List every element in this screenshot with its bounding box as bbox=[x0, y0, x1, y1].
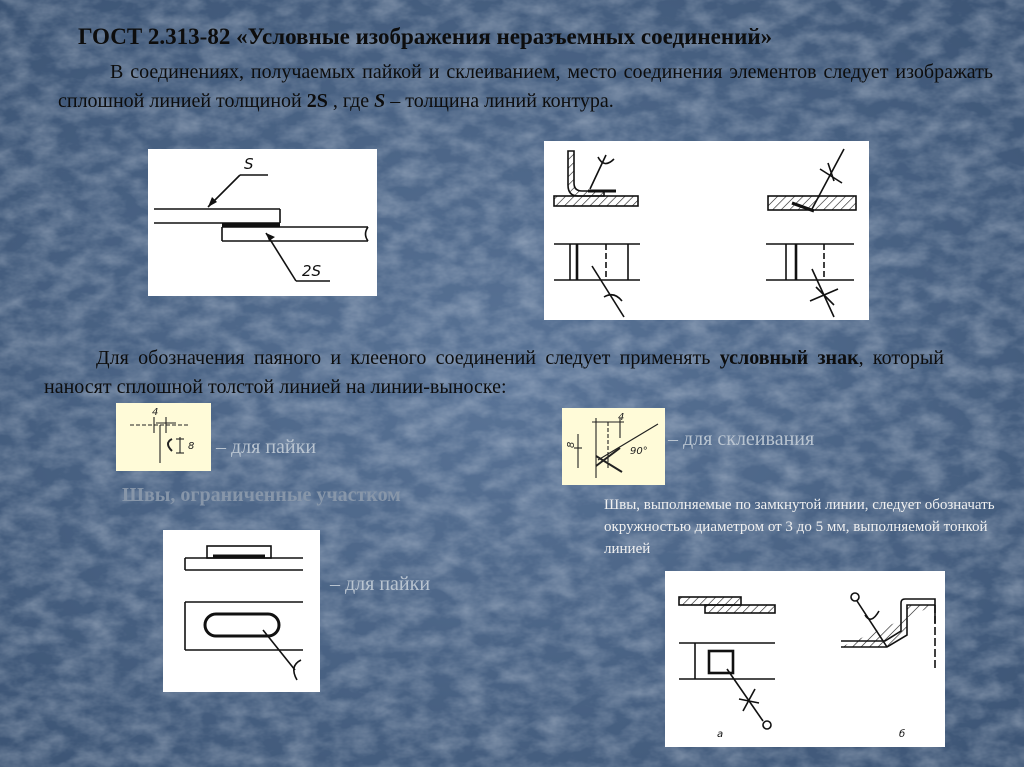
label-a: а bbox=[717, 729, 724, 740]
slide-title: ГОСТ 2.313-82 «Условные изображения неразъемных соединений» bbox=[78, 24, 773, 49]
closed-seams-drawing bbox=[665, 571, 945, 747]
glue-dim-top: 4 bbox=[618, 412, 625, 423]
symbol-text-a: Для обозначения паяного и клееного соединений следует применять bbox=[96, 347, 720, 369]
joint-symbols-drawing bbox=[544, 141, 869, 320]
lap-joint-drawing bbox=[148, 149, 377, 296]
figure-joint-symbols bbox=[544, 141, 869, 320]
callout-2s: 2S bbox=[302, 262, 322, 280]
glue-symbol-drawing bbox=[562, 408, 665, 485]
solder-dim-side: 8 bbox=[188, 441, 195, 452]
figure-closed-seams bbox=[665, 571, 945, 747]
solder-symbol-drawing bbox=[116, 403, 211, 471]
subheading-limited-seams: Швы, ограниченные участком bbox=[122, 484, 401, 506]
closed-seam-note: Швы, выполняемые по замкнутой линии, следует обозначать окружностью диаметром от 3 до 5 мм, выполняемой тонкой линией bbox=[604, 497, 995, 557]
solder-dim-top: 4 bbox=[152, 407, 159, 418]
symbol-bold: условный знак bbox=[719, 347, 859, 369]
intro-bold-s: S bbox=[374, 90, 386, 112]
limited-seam-drawing bbox=[163, 530, 320, 692]
glue-angle: 90° bbox=[630, 446, 648, 457]
figure-limited-seam bbox=[163, 530, 320, 692]
label-soldering: – для пайки bbox=[216, 436, 317, 458]
figure-glue-symbol bbox=[562, 408, 665, 485]
symbol-text-b: , который наносят сплошной толстой линией на линии-выноске: bbox=[44, 347, 944, 398]
label-b: б bbox=[899, 729, 906, 740]
intro-text-c: – толщина линий контура. bbox=[385, 90, 614, 112]
intro-bold-2s: 2S bbox=[306, 90, 328, 112]
intro-text-a: В соединениях, получаемых пайкой и склеиванием, место соединения элементов следует изображать сплошной линией толщиной bbox=[58, 61, 993, 112]
label-gluing: – для склеивания bbox=[668, 428, 815, 450]
figure-lap-joint bbox=[148, 149, 377, 296]
glue-dim-side: 8 bbox=[566, 441, 577, 448]
callout-s: S bbox=[244, 155, 254, 173]
intro-paragraph bbox=[58, 58, 993, 116]
symbol-paragraph bbox=[44, 344, 944, 402]
figure-solder-symbol bbox=[116, 403, 211, 471]
label-soldering-2: – для пайки bbox=[330, 573, 431, 595]
intro-text-b: , где bbox=[327, 90, 375, 112]
